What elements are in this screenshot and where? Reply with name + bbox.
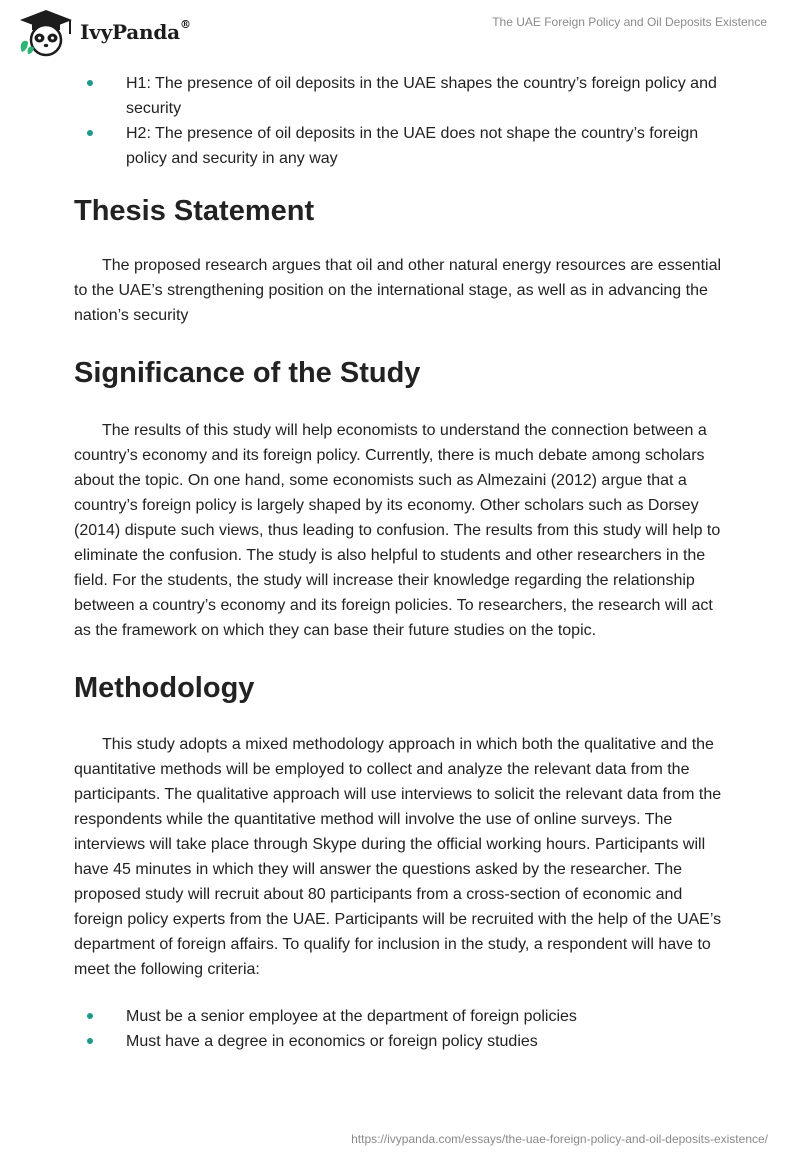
list-item-text: H2: The presence of oil deposits in the UAE does not shape the country’s foreign policy and security in any way [126,125,699,167]
source-url[interactable]: https://ivypanda.com/essays/the-uae-foreign-policy-and-oil-deposits-existence/ [351,1132,768,1146]
brand-name[interactable] [80,20,191,44]
document-title: The UAE Foreign Policy and Oil Deposits Existence [492,15,767,29]
page-header [0,0,800,64]
ivypanda-panda-logo-icon[interactable] [16,8,76,58]
essay-content [74,71,726,1054]
registered-mark: ® [179,18,191,31]
bullet-icon [87,80,93,86]
list-item [74,1004,726,1029]
list-item [74,121,726,171]
thesis-paragraph: The proposed research argues that oil and other natural energy resources are essential to the UAE’s strengthening position on the international stage, as well as in advancing the nation’s security [74,257,722,324]
hypotheses-list [74,71,726,171]
bullet-icon [87,1013,93,1019]
significance-paragraph: The results of this study will help economists to understand the connection between a country’s economy and its foreign policy. Currently, there is much debate among scholars about the topic. On one hand, some economists such as Almezaini (2012) argue that a country’s foreign policy is largely shaped by its economy. Other scholars such as Dorsey (2014) dispute such views, thus leading to confusion. The results from this study will help to eliminate the confusion. The study is also helpful to students and other researchers in the field. For the students, the study will increase their knowledge regarding the relationship between a country’s economy and its foreign policies. To researchers, the research will act as the framework on which they can base their future studies on the topic. [74,422,721,639]
list-item [74,1029,726,1054]
criteria-list [74,1004,726,1054]
section-heading-methodology: Methodology [74,672,255,704]
list-item-text: Must have a degree in economics or foreign policy studies [126,1033,538,1050]
section-heading-significance: Significance of the Study [74,357,421,389]
brand-name-text: IvyPanda [80,20,180,44]
bullet-icon [87,1038,93,1044]
methodology-paragraph: This study adopts a mixed methodology approach in which both the qualitative and the quantitative methods will be employed to collect and analyze the relevant data from the participants. The qualitative approach will use interviews to solicit the relevant data from the respondents while the quantitative method will involve the use of online surveys. The interviews will take place through Skype during the official working hours. Participants will have 45 minutes in which they will answer the questions asked by the researcher. The proposed study will recruit about 80 participants from a cross-section of economic and foreign policy experts from the UAE. Participants will be recruited with the help of the UAE’s department of foreign affairs. To qualify for inclusion in the study, a respondent will have to meet the following criteria: [74,736,722,978]
bullet-icon [87,130,93,136]
list-item [74,71,726,121]
list-item-text: Must be a senior employee at the department of foreign policies [126,1008,577,1025]
section-heading-thesis: Thesis Statement [74,195,315,227]
list-item-text: H1: The presence of oil deposits in the UAE shapes the country’s foreign policy and security [126,75,717,117]
